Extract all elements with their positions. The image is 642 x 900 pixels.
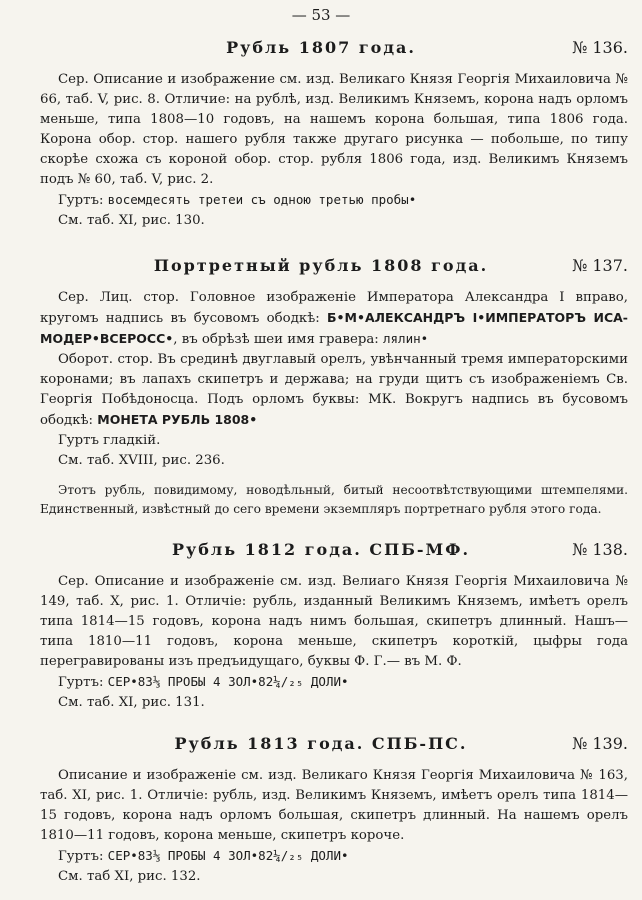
- entry-139: [0, 734, 642, 887]
- entry-body: [40, 70, 628, 231]
- description: Сер. Описание и изображеніе см. изд. Велиаго Князя Георгія Михаиловича № 149, таб. X, рис. 1. Отличіе: рубль, изданный Великимъ Княземъ, имѣетъ орелъ типа 1814—15 годовъ, корона надъ нимъ большая, скипетръ длинный. Нашъ—типа 1810—11 годовъ, корона меньше, скипетръ короткій, цыфры года перегравированы изъ предъидущаго, буквы Ф. Г.— въ М. Ф.: [40, 574, 628, 669]
- entry-137: [0, 256, 642, 519]
- entry-title: Рубль 1812 года. СПБ-МФ.: [171, 540, 471, 559]
- entry-title: Рубль 1807 года.: [226, 38, 416, 57]
- reference: См. таб. XVIII, рис. 236.: [58, 453, 225, 468]
- reverse-text: Оборот. стор. Въ срединѣ двуглавый орелъ, увѣнчанный тремя императорскими коронами; въ лапахъ скипетръ и держава; на груди щитъ съ изображеніемъ Св. Георгія Побѣдоносца. Подъ орломъ буквы: МК. Вокругъ надпись въ бусовомъ ободкѣ:: [40, 352, 628, 428]
- entry-body: [40, 288, 628, 471]
- entry-header: [0, 540, 642, 566]
- reference: См. таб. XI, рис. 130.: [58, 213, 205, 228]
- entry-136: [0, 38, 642, 231]
- edge-label: Гуртъ:: [58, 849, 104, 864]
- edge-inscription: СЕР•83⅓ ПРОБЫ 4 ЗОЛ•82¼/₂₅ ДОЛИ•: [107, 848, 349, 863]
- entry-title: Рубль 1813 года. СПБ-ПС.: [174, 734, 468, 753]
- reference: См. таб. XI, рис. 131.: [58, 695, 205, 710]
- edge-line: Гуртъ гладкій.: [58, 433, 161, 448]
- page-number: — 53 —: [291, 6, 351, 24]
- entry-number: № 138.: [572, 540, 628, 559]
- reverse-description: [40, 350, 628, 431]
- obverse-text: Сер. Лиц. стор. Головное изображеніе Императора Александра I вправо, кругомъ надпись въ бусовомъ ободкѣ:: [40, 290, 628, 326]
- entry-header: [0, 38, 642, 64]
- note-text: Этотъ рубль, повидимому, новодѣльный, битый несоотвѣтствующими штемпелями. Единственный, извѣстный до сего времени экземпляръ портретнаго рубля этого года.: [40, 483, 628, 516]
- entry-header: [0, 734, 642, 760]
- reference: См. таб XI, рис. 132.: [58, 869, 201, 884]
- edge-line: [40, 190, 628, 211]
- edge-inscription: СЕР•83⅓ ПРОБЫ 4 ЗОЛ•82¼/₂₅ ДОЛИ•: [107, 674, 349, 689]
- footnote: [40, 481, 628, 519]
- entry-number: № 139.: [572, 734, 628, 753]
- edge-label: Гуртъ:: [58, 675, 104, 690]
- engraver-text: , въ обрѣзѣ шеи имя гравера:: [173, 332, 379, 347]
- edge-line: [40, 672, 628, 693]
- obverse-description: [40, 288, 628, 350]
- entry-body: [40, 766, 628, 887]
- edge-line: [40, 846, 628, 867]
- edge-inscription: восемдесять третеи съ одною третью пробы•: [107, 192, 417, 207]
- description: Сер. Описание и изображение см. изд. Великаго Князя Георгія Михаиловича № 66, таб. V, рис. 8. Отличие: на рублѣ, изд. Великимъ Княземъ, корона надъ орломъ меньше, типа 1808—10 годовъ, на нашемъ корона большая, типа 1806 года. Корона обор. стор. нашего рубля также другаго рисунка — побольше, по типу скорѣе схожа съ короной обор. стор. рубля 1806 года, изд. Великимъ Княземъ подъ № 60, таб. V, рис. 2.: [40, 72, 628, 187]
- entry-body: [40, 572, 628, 713]
- description: Описание и изображеніе см. изд. Великаго Князя Георгія Михаиловича № 163, таб. XI, рис. 1. Отличіе: рубль, изд. Великимъ Княземъ, имѣетъ орелъ типа 1814—15 годовъ, корона надъ орломъ большая, скипетръ длинный. На нашемъ орелъ 1810—11 годовъ, корона меньше, скипетръ короче.: [40, 768, 628, 843]
- entry-number: № 137.: [572, 256, 628, 275]
- reverse-legend: МОНЕТА РУБЛЬ 1808•: [97, 412, 258, 427]
- entry-138: [0, 540, 642, 713]
- entry-title: Портретный рубль 1808 года.: [153, 256, 489, 275]
- entry-header: [0, 256, 642, 282]
- engraver-name: лялин•: [383, 331, 429, 346]
- obverse-legend: Б•М•АЛЕКСАНДРЪ I•ИМПЕРАТОРЪ ИСА-МОДЕР•ВСЕРОСС•: [40, 310, 628, 346]
- entry-number: № 136.: [572, 38, 628, 57]
- edge-label: Гуртъ:: [58, 193, 104, 208]
